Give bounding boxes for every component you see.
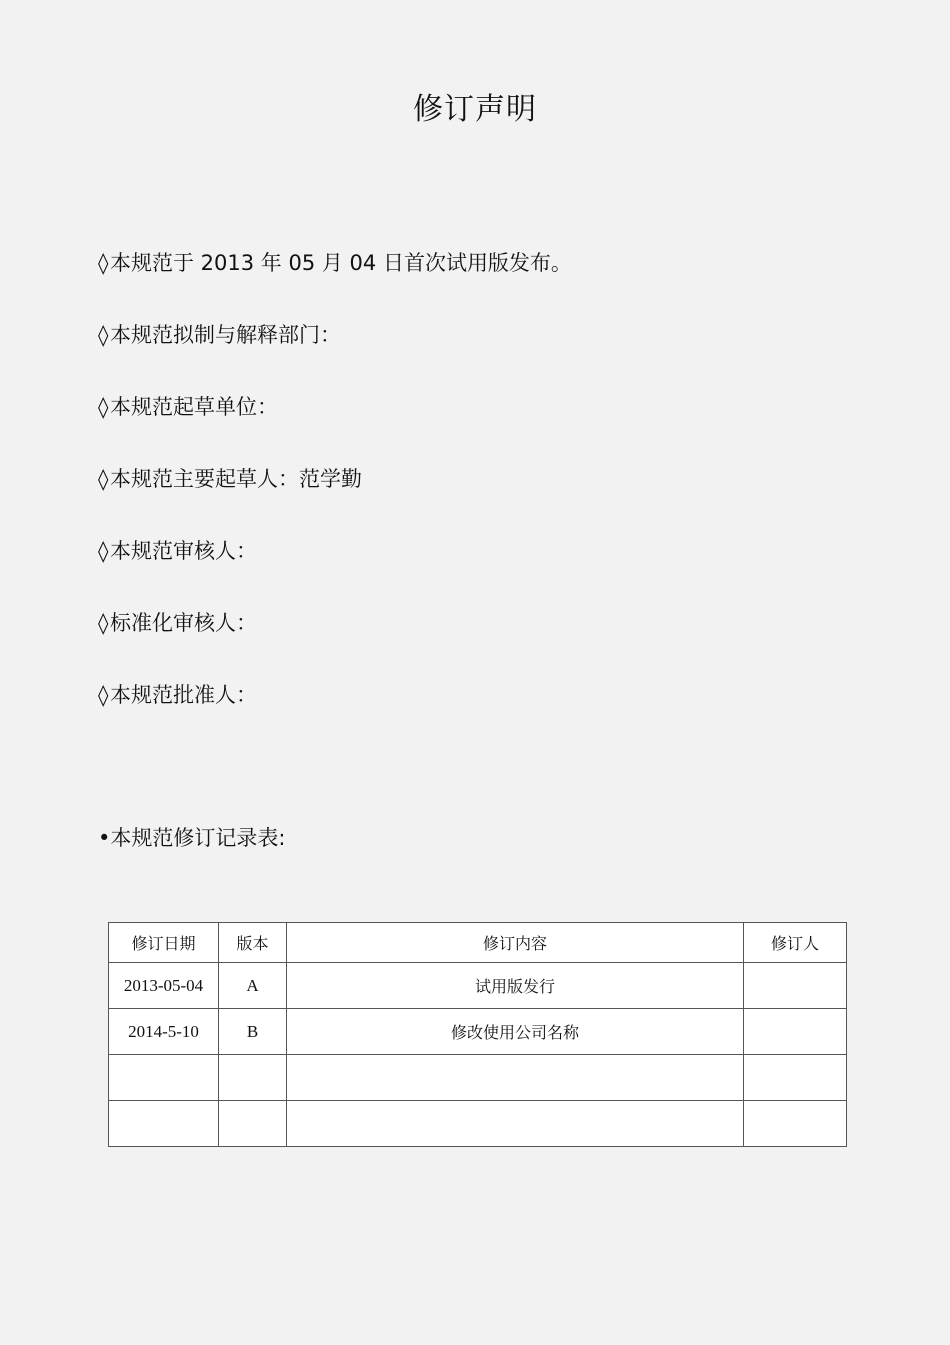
table-header-row (109, 923, 847, 963)
reviser-cell (744, 1055, 847, 1101)
revision-content-cell: 试用版发行 (287, 963, 744, 1009)
statement-reviewer (98, 534, 572, 606)
page-title: 修订声明 (413, 92, 537, 127)
diamond-bullet-icon: ◊ (98, 611, 109, 635)
dot-bullet-icon: • (98, 826, 111, 850)
table-row (109, 1101, 847, 1147)
diamond-bullet-icon: ◊ (98, 323, 109, 347)
statement-text: 本规范审核人： (110, 539, 257, 563)
version-cell: A (219, 963, 287, 1009)
reviser-cell (744, 1101, 847, 1147)
statement-text: 本规范于 2013 年 05 月 04 日首次试用版发布。 (110, 251, 572, 275)
statement-first-release (98, 246, 572, 318)
column-header-version: 版本 (219, 923, 287, 963)
reviser-cell (744, 963, 847, 1009)
statement-text: 本规范起草单位： (110, 395, 278, 419)
revision-record-heading-text: 本规范修订记录表: (110, 826, 286, 850)
diamond-bullet-icon: ◊ (98, 683, 109, 707)
statement-drafting-department (98, 318, 572, 390)
statement-approver (98, 678, 572, 750)
reviser-cell (744, 1009, 847, 1055)
statement-standardization-reviewer (98, 606, 572, 678)
statement-text: 标准化审核人： (110, 611, 257, 635)
revision-record-table (108, 922, 847, 1147)
statement-text: 本规范批准人： (110, 683, 257, 707)
statement-text: 本规范主要起草人：范学勤 (110, 467, 362, 491)
column-header-revision-date: 修订日期 (109, 923, 219, 963)
version-cell (219, 1101, 287, 1147)
revision-content-cell (287, 1101, 744, 1147)
revision-content-cell (287, 1055, 744, 1101)
version-cell: B (219, 1009, 287, 1055)
table-row (109, 1055, 847, 1101)
revision-date-cell (109, 1101, 219, 1147)
revision-date-cell: 2013-05-04 (109, 963, 219, 1009)
column-header-reviser: 修订人 (744, 923, 847, 963)
table-row (109, 1009, 847, 1055)
revision-record-heading (98, 821, 285, 855)
column-header-revision-content: 修订内容 (287, 923, 744, 963)
statement-drafting-unit (98, 390, 572, 462)
revision-date-cell (109, 1055, 219, 1101)
statement-main-drafter (98, 462, 572, 534)
revision-content-cell: 修改使用公司名称 (287, 1009, 744, 1055)
table-row (109, 963, 847, 1009)
diamond-bullet-icon: ◊ (98, 539, 109, 563)
diamond-bullet-icon: ◊ (98, 251, 109, 275)
version-cell (219, 1055, 287, 1101)
statement-list (98, 246, 572, 750)
diamond-bullet-icon: ◊ (98, 467, 109, 491)
statement-text: 本规范拟制与解释部门： (110, 323, 341, 347)
revision-date-cell: 2014-5-10 (109, 1009, 219, 1055)
diamond-bullet-icon: ◊ (98, 395, 109, 419)
